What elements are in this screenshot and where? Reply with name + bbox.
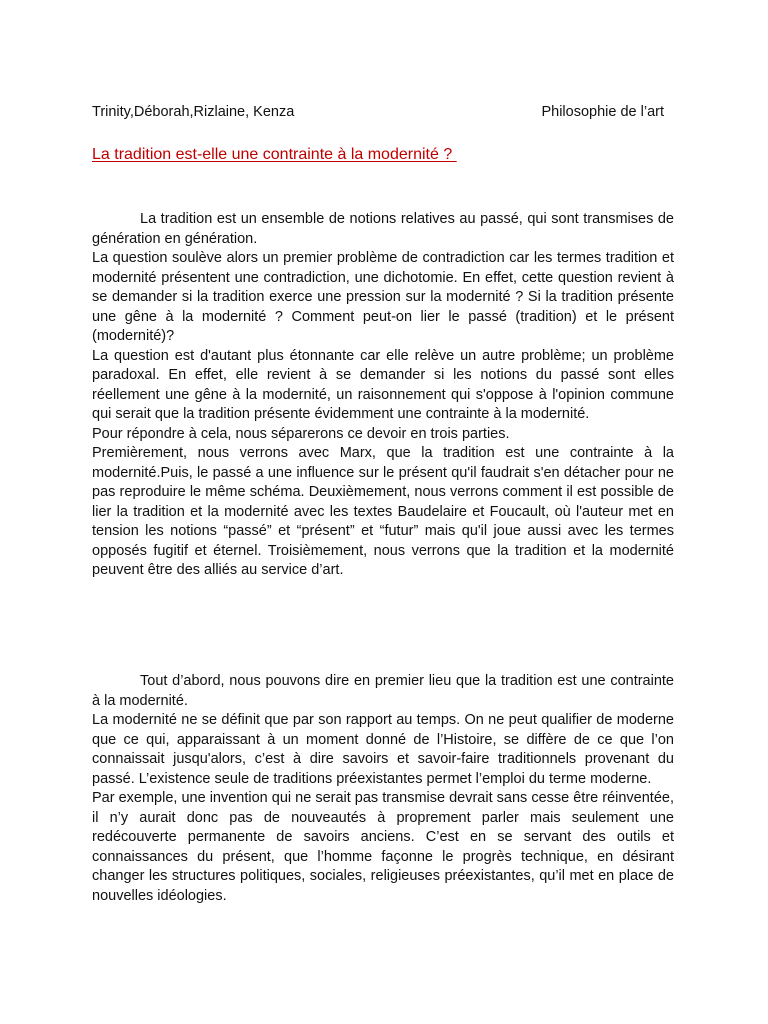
paragraph: La question est d'autant plus étonnante car elle relève un autre problème; un problème paradoxal. En effet, elle revient à se demander si les notions du passé sont elles réellement une gêne à la modernité, un raisonnement qui s'oppose à l'opinion commune qui serait que la tradition présente évidemment une contrainte à la modernité. — [92, 347, 674, 422]
paragraph: Pour répondre à cela, nous séparerons ce devoir en trois parties. — [92, 425, 510, 442]
paragraph: Premièrement, nous verrons avec Marx, que la tradition est une contrainte à la modernité.Puis, le passé a une influence sur le présent qu'il faudrait s'en détacher pour ne pas reproduire le même schéma. Deuxièmement, nous verrons comment il est possible de lier la tradition et la modernité avec les textes Baudelaire et Foucault, où l'auteur met en tension les notions “passé” et “présent” et “futur” mais qu'il joue aussi avec les termes opposés fugitif et éternel. Troisièmement, nous verrons que la tradition et la modernité peuvent être des alliés au service d’art. — [92, 445, 674, 578]
paragraph: La question soulève alors un premier problème de contradiction car les termes tradition et modernité présentent une contradiction, une dichotomie. En effet, cette question revient à se demander si la tradition exerce une pression sur la modernité ? Si la tradition présente une gêne à la modernité ? Comment peut-on lier le passé (tradition) et le présent (modernité)? — [92, 250, 674, 344]
authors-text: Trinity,Déborah,Rizlaine, Kenza — [92, 104, 295, 120]
document-header — [92, 104, 664, 121]
document-title: La tradition est-elle une contrainte à la modernité ? — [92, 146, 457, 163]
course-text: Philosophie de l’art — [541, 104, 664, 120]
introduction-section — [92, 210, 674, 581]
paragraph: La modernité ne se définit que par son rapport au temps. On ne peut qualifier de moderne que ce qui, apparaissant à un moment donné de l’Histoire, se diffère de ce que l’on connaissait jusqu'alors, c’est à dire savoirs et savoir-faire traditionnels provenant du passé. L’existence seule de traditions préexistantes permet l’emploi du terme moderne. — [92, 712, 674, 787]
paragraph: Tout d’abord, nous pouvons dire en premier lieu que la tradition est une contrainte à la modernité. — [92, 673, 674, 709]
first-part-section — [92, 672, 674, 906]
paragraph: La tradition est un ensemble de notions relatives au passé, qui sont transmises de génération en génération. — [92, 211, 674, 247]
paragraph: Par exemple, une invention qui ne serait pas transmise devrait sans cesse être réinventée, il n’y aurait donc pas de nouveautés à proprement parler mais seulement une redécouverte permanente de savoirs anciens. C’est en se servant des outils et connaissances du présent, que l’homme façonne le progrès technique, en désirant changer les structures politiques, sociales, religieuses préexistantes, qu’il met en place de nouvelles idéologies. — [92, 790, 674, 904]
